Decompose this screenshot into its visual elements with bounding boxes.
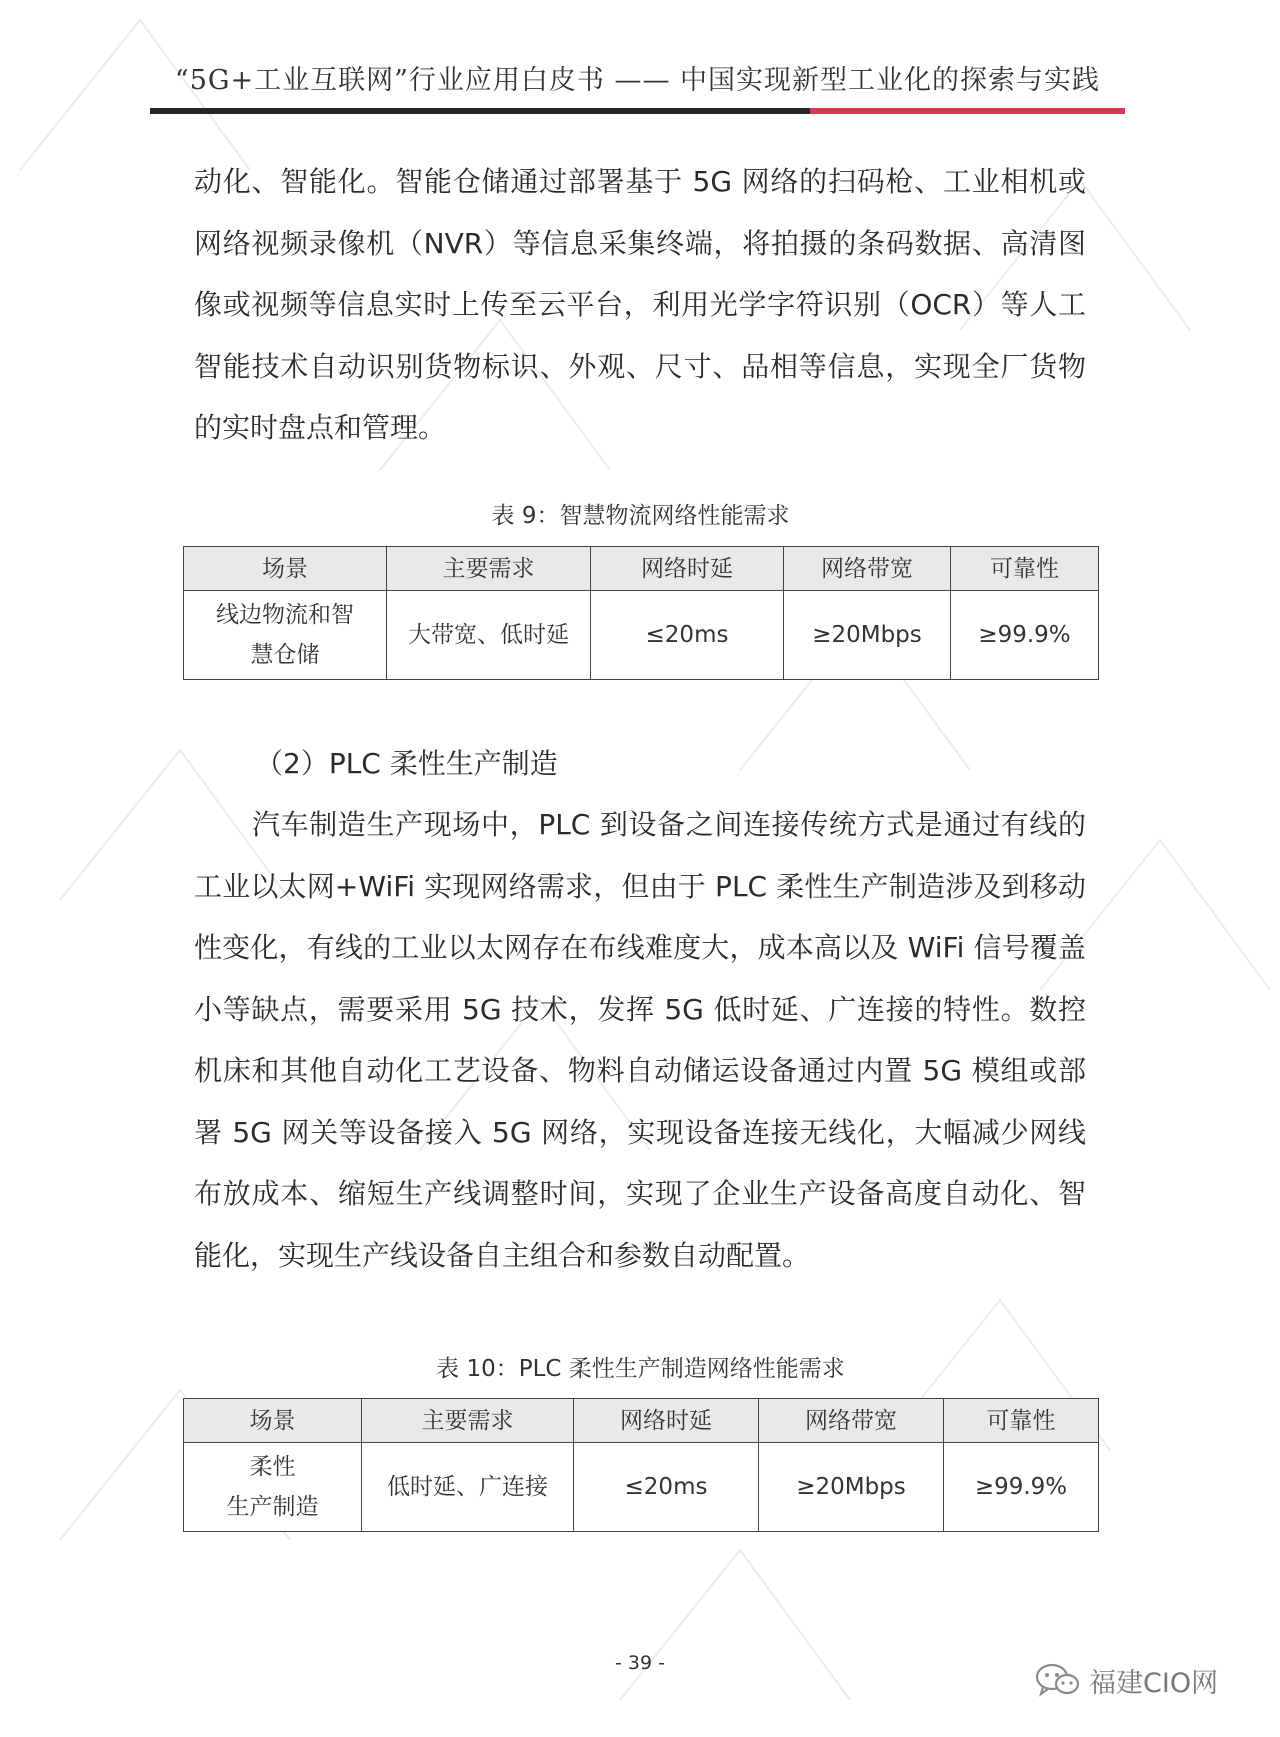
wechat-icon bbox=[1035, 1662, 1081, 1698]
table-10-scene-line-2: 生产制造 bbox=[226, 1494, 319, 1520]
brand-text: 福建CIO网 bbox=[1089, 1667, 1219, 1699]
section-heading-plc: （2）PLC 柔性生产制造 bbox=[255, 747, 558, 780]
table-10-header-scene: 场景 bbox=[184, 1399, 362, 1443]
table-10-cell-bandwidth: ≥20Mbps bbox=[759, 1443, 944, 1532]
brand-watermark bbox=[1035, 1660, 1218, 1700]
table-9-scene-line-1: 线边物流和智 bbox=[216, 602, 354, 628]
table-9-scene-line-2: 慧仓储 bbox=[250, 642, 320, 668]
table-9 bbox=[183, 546, 1099, 680]
table-9-cell-reliability: ≥99.9% bbox=[951, 591, 1099, 680]
header-rule-dark bbox=[150, 108, 810, 114]
table-10-caption: 表 10：PLC 柔性生产制造网络性能需求 bbox=[436, 1356, 845, 1382]
table-9-cell-latency: ≤20ms bbox=[591, 591, 784, 680]
table-9-header-reliability: 可靠性 bbox=[951, 547, 1099, 591]
table-10-header-bandwidth: 网络带宽 bbox=[759, 1399, 944, 1443]
table-9-caption: 表 9：智慧物流网络性能需求 bbox=[491, 503, 790, 529]
header-title: “5G+工业互联网”行业应用白皮书 —— 中国实现新型工业化的探索与实践 bbox=[174, 65, 1101, 96]
table-row bbox=[184, 591, 1099, 680]
table-10-scene-line-1: 柔性 bbox=[249, 1454, 296, 1480]
table-9-cell-demand: 大带宽、低时延 bbox=[387, 591, 591, 680]
table-9-cell-bandwidth: ≥20Mbps bbox=[784, 591, 951, 680]
table-9-cell-scene bbox=[184, 591, 387, 680]
table-10-header-latency: 网络时延 bbox=[574, 1399, 759, 1443]
table-9-header-demand: 主要需求 bbox=[387, 547, 591, 591]
table-9-header-latency: 网络时延 bbox=[591, 547, 784, 591]
table-10-cell-scene bbox=[184, 1443, 362, 1532]
table-10-cell-latency: ≤20ms bbox=[574, 1443, 759, 1532]
table-9-header-row bbox=[184, 547, 1099, 591]
table-row bbox=[184, 1443, 1099, 1532]
table-9-header-scene: 场景 bbox=[184, 547, 387, 591]
table-10 bbox=[183, 1398, 1099, 1532]
table-10-header-demand: 主要需求 bbox=[362, 1399, 574, 1443]
page-header bbox=[150, 58, 1125, 116]
page-number: - 39 - bbox=[615, 1652, 665, 1674]
table-9-header-bandwidth: 网络带宽 bbox=[784, 547, 951, 591]
table-10-cell-demand: 低时延、广连接 bbox=[362, 1443, 574, 1532]
table-10-cell-reliability: ≥99.9% bbox=[944, 1443, 1099, 1532]
body-paragraph-1: 动化、智能化。智能仓储通过部署基于 5G 网络的扫码枪、工业相机或网络视频录像机（NVR）等信息采集终端，将拍摄的条码数据、高清图像或视频等信息实时上传至云平台，利用光学字符识别（OCR）等人工智能技术自动识别货物标识、外观、尺寸、品相等信息，实现全厂货物的实时盘点和管理。 bbox=[194, 165, 1086, 444]
table-10-header-row bbox=[184, 1399, 1099, 1443]
body-paragraph-2: 汽车制造生产现场中，PLC 到设备之间连接传统方式是通过有线的工业以太网+WiFi 实现网络需求，但由于 PLC 柔性生产制造涉及到移动性变化，有线的工业以太网存在布线难度大，成本高以及 WiFi 信号覆盖小等缺点，需要采用 5G 技术，发挥 5G 低时延、广连接的特性。数控机床和其他自动化工艺设备、物料自动储运设备通过内置 5G 模组或部署 5G 网关等设备接入 5G 网络，实现设备连接无线化，大幅减少网线布放成本、缩短生产线调整时间，实现了企业生产设备高度自动化、智能化，实现生产线设备自主组合和参数自动配置。 bbox=[194, 808, 1086, 1272]
header-rule-accent bbox=[810, 108, 1125, 114]
table-10-header-reliability: 可靠性 bbox=[944, 1399, 1099, 1443]
